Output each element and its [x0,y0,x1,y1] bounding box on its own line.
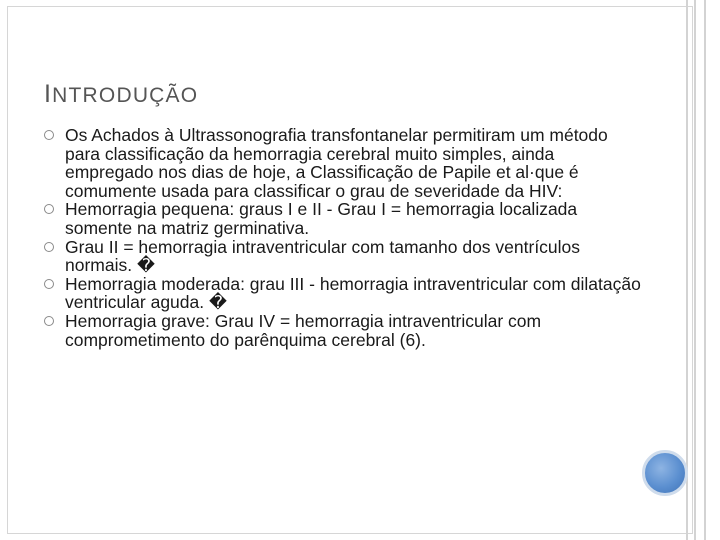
bullet-circle-icon [44,204,54,214]
bullet-circle-icon [44,279,54,289]
bullet-circle-icon [44,242,54,252]
bullet-text: Hemorragia grave: Grau IV = hemorragia intraventricular com comprometimento do parênquima cerebral (6). [65,310,542,350]
bullet-circle-icon [44,316,54,326]
bullet-text: Grau II = hemorragia intraventricular com tamanho dos ventrículos normais. � [65,236,581,276]
list-item [44,238,644,275]
bullet-text: Hemorragia moderada: grau III - hemorragia intraventricular com dilatação ventricular aguda. � [65,273,641,313]
bullet-circle-icon [44,130,54,140]
decorative-rail-left [686,0,688,540]
decorative-rail-right [704,0,706,540]
bullet-list [44,126,644,349]
slide-title-initial: I [44,80,53,108]
slide-title [44,80,198,109]
bullet-text: Hemorragia pequena: graus I e II - Grau I = hemorragia localizada somente na matriz germinativa. [65,199,578,238]
list-item [44,126,644,200]
bullet-text: Os Achados à Ultrassonografia transfontanelar permitiram um método para classificação da hemorragia cerebral muito simples, ainda empregado nos dias de hoje, a Classificação de Papile et al·que é comumente usada para classificar o grau de severidade da HIV: [65,125,608,201]
list-item [44,200,644,237]
list-item [44,312,644,349]
slide-title-rest: NTRODUÇÃO [52,84,199,107]
list-item [44,275,644,312]
decorative-rail-middle [694,0,696,540]
decorative-circle-icon [642,450,688,496]
